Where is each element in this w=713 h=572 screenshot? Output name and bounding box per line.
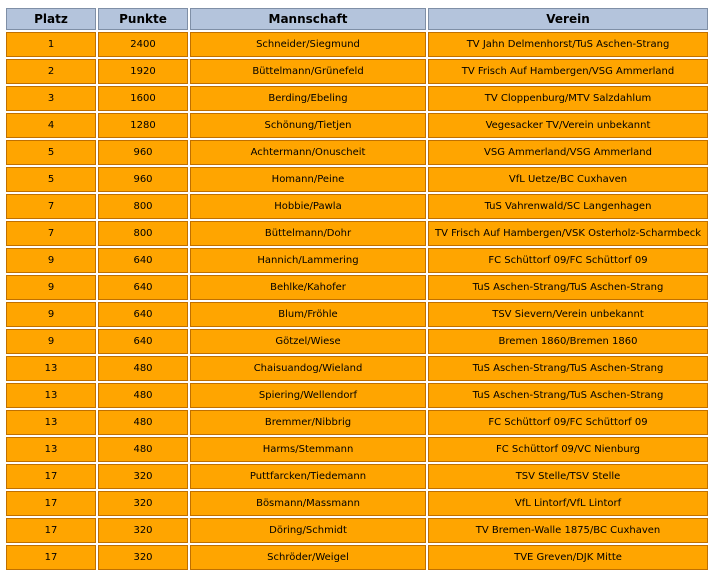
cell-mannschaft: Hannich/Lammering (190, 248, 426, 273)
cell-platz: 9 (6, 248, 96, 273)
table-header-row (6, 8, 708, 30)
cell-mannschaft: Büttelmann/Dohr (190, 221, 426, 246)
cell-punkte: 1600 (98, 86, 188, 111)
table-row (6, 86, 708, 111)
cell-verein: Vegesacker TV/Verein unbekannt (428, 113, 708, 138)
ranking-table (4, 6, 710, 572)
cell-punkte: 1280 (98, 113, 188, 138)
cell-punkte: 960 (98, 140, 188, 165)
cell-verein: TSV Sievern/Verein unbekannt (428, 302, 708, 327)
cell-mannschaft: Döring/Schmidt (190, 518, 426, 543)
table-row (6, 221, 708, 246)
cell-platz: 13 (6, 410, 96, 435)
table-row (6, 302, 708, 327)
cell-verein: VfL Uetze/BC Cuxhaven (428, 167, 708, 192)
table-row (6, 545, 708, 570)
table-row (6, 464, 708, 489)
table-row (6, 140, 708, 165)
cell-punkte: 320 (98, 464, 188, 489)
cell-verein: VfL Lintorf/VfL Lintorf (428, 491, 708, 516)
cell-punkte: 320 (98, 545, 188, 570)
table-row (6, 32, 708, 57)
cell-mannschaft: Götzel/Wiese (190, 329, 426, 354)
cell-platz: 7 (6, 194, 96, 219)
cell-platz: 13 (6, 356, 96, 381)
cell-platz: 17 (6, 545, 96, 570)
cell-punkte: 640 (98, 275, 188, 300)
cell-mannschaft: Chaisuandog/Wieland (190, 356, 426, 381)
cell-mannschaft: Homann/Peine (190, 167, 426, 192)
cell-mannschaft: Blum/Fröhle (190, 302, 426, 327)
header-platz: Platz (6, 8, 96, 30)
cell-punkte: 640 (98, 248, 188, 273)
table-row (6, 59, 708, 84)
cell-mannschaft: Schönung/Tietjen (190, 113, 426, 138)
table-body (6, 32, 708, 570)
cell-verein: FC Schüttorf 09/VC Nienburg (428, 437, 708, 462)
table-row (6, 275, 708, 300)
table-row (6, 248, 708, 273)
cell-mannschaft: Hobbie/Pawla (190, 194, 426, 219)
table-row (6, 383, 708, 408)
cell-platz: 3 (6, 86, 96, 111)
header-mannschaft: Mannschaft (190, 8, 426, 30)
cell-verein: TuS Aschen-Strang/TuS Aschen-Strang (428, 275, 708, 300)
cell-platz: 9 (6, 275, 96, 300)
cell-verein: TV Frisch Auf Hambergen/VSG Ammerland (428, 59, 708, 84)
cell-punkte: 320 (98, 518, 188, 543)
cell-platz: 5 (6, 140, 96, 165)
cell-platz: 1 (6, 32, 96, 57)
ranking-table-container (4, 6, 710, 572)
cell-verein: FC Schüttorf 09/FC Schüttorf 09 (428, 248, 708, 273)
table-row (6, 329, 708, 354)
table-row (6, 518, 708, 543)
cell-platz: 9 (6, 302, 96, 327)
cell-punkte: 2400 (98, 32, 188, 57)
cell-verein: TV Jahn Delmenhorst/TuS Aschen-Strang (428, 32, 708, 57)
cell-verein: TuS Aschen-Strang/TuS Aschen-Strang (428, 356, 708, 381)
cell-mannschaft: Behlke/Kahofer (190, 275, 426, 300)
cell-platz: 9 (6, 329, 96, 354)
table-row (6, 194, 708, 219)
cell-verein: TV Frisch Auf Hambergen/VSK Osterholz-Scharmbeck (428, 221, 708, 246)
cell-verein: TV Cloppenburg/MTV Salzdahlum (428, 86, 708, 111)
cell-punkte: 480 (98, 410, 188, 435)
cell-platz: 17 (6, 518, 96, 543)
cell-mannschaft: Puttfarcken/Tiedemann (190, 464, 426, 489)
cell-verein: TSV Stelle/TSV Stelle (428, 464, 708, 489)
cell-mannschaft: Bösmann/Massmann (190, 491, 426, 516)
cell-mannschaft: Bremmer/Nibbrig (190, 410, 426, 435)
cell-platz: 4 (6, 113, 96, 138)
cell-platz: 5 (6, 167, 96, 192)
cell-platz: 17 (6, 491, 96, 516)
cell-mannschaft: Schneider/Siegmund (190, 32, 426, 57)
cell-mannschaft: Achtermann/Onuscheit (190, 140, 426, 165)
cell-punkte: 320 (98, 491, 188, 516)
cell-punkte: 960 (98, 167, 188, 192)
cell-verein: TuS Vahrenwald/SC Langenhagen (428, 194, 708, 219)
cell-mannschaft: Spiering/Wellendorf (190, 383, 426, 408)
table-row (6, 167, 708, 192)
cell-punkte: 640 (98, 329, 188, 354)
cell-verein: FC Schüttorf 09/FC Schüttorf 09 (428, 410, 708, 435)
cell-platz: 2 (6, 59, 96, 84)
cell-platz: 13 (6, 437, 96, 462)
header-verein: Verein (428, 8, 708, 30)
header-punkte: Punkte (98, 8, 188, 30)
cell-verein: TV Bremen-Walle 1875/BC Cuxhaven (428, 518, 708, 543)
table-row (6, 356, 708, 381)
cell-mannschaft: Harms/Stemmann (190, 437, 426, 462)
cell-punkte: 480 (98, 437, 188, 462)
cell-mannschaft: Schröder/Weigel (190, 545, 426, 570)
table-row (6, 491, 708, 516)
cell-punkte: 800 (98, 194, 188, 219)
cell-platz: 7 (6, 221, 96, 246)
cell-mannschaft: Berding/Ebeling (190, 86, 426, 111)
table-row (6, 113, 708, 138)
cell-punkte: 480 (98, 356, 188, 381)
cell-verein: Bremen 1860/Bremen 1860 (428, 329, 708, 354)
cell-punkte: 640 (98, 302, 188, 327)
cell-verein: TuS Aschen-Strang/TuS Aschen-Strang (428, 383, 708, 408)
cell-punkte: 1920 (98, 59, 188, 84)
cell-verein: TVE Greven/DJK Mitte (428, 545, 708, 570)
table-row (6, 410, 708, 435)
cell-platz: 13 (6, 383, 96, 408)
cell-platz: 17 (6, 464, 96, 489)
table-row (6, 437, 708, 462)
cell-punkte: 800 (98, 221, 188, 246)
cell-punkte: 480 (98, 383, 188, 408)
cell-mannschaft: Büttelmann/Grünefeld (190, 59, 426, 84)
cell-verein: VSG Ammerland/VSG Ammerland (428, 140, 708, 165)
